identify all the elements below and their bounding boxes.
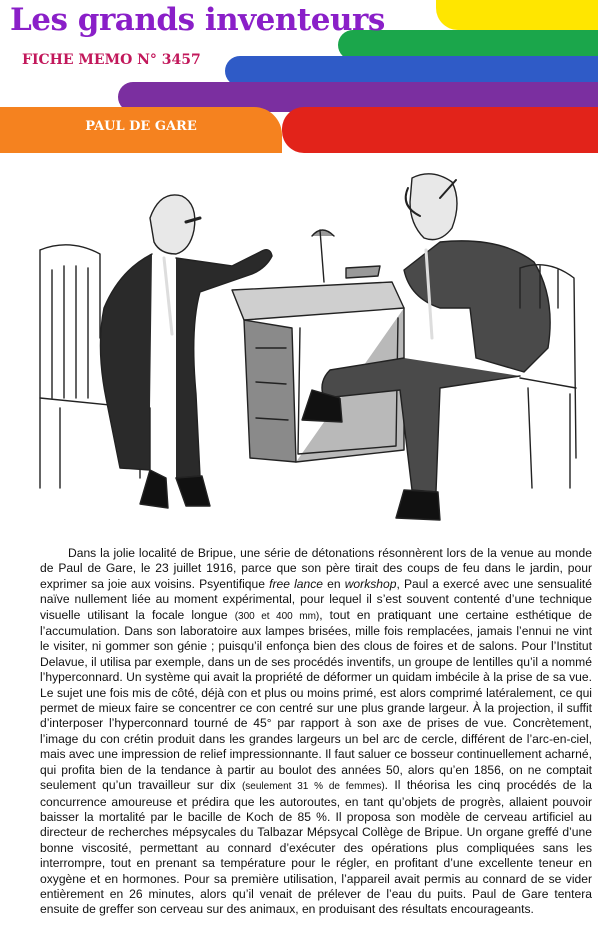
header-band-yellow bbox=[436, 0, 598, 30]
seated-man-head-in-hand-icon bbox=[302, 174, 550, 520]
small-note: (seulement 31 % de femmes) bbox=[241, 781, 385, 793]
body-text: Dans la jolie localité de Bripue, une série de détonations résonnèrent lors de la venue au monde de Paul de Gare, le 23 juillet 1916, parce que son père tirait des coups de feu dans le jardin, pour exprimer sa joie aux voisins. Psyentifique bbox=[40, 546, 592, 591]
emphasis-text: free lance bbox=[269, 576, 323, 591]
inventor-name: PAUL DE GARE bbox=[85, 119, 197, 134]
biography-text bbox=[40, 546, 592, 918]
small-note: (300 et 400 mm) bbox=[234, 610, 320, 622]
body-text: . Il théorisa les cinq procédés de la concurrence amoureuse et prédira que les autoroutes, en tant qu’objets de progrès, allaient pouvoir baisser la mortalité par le bacille de Koch de 85 %. Il proposa son modèle de cerveau artificiel au directeur de recherches mépsycales du Talbazar Mépsycal Collège de Bripue. Un organe greffé d’une bonne viscosité, permettant au connard d’exécuter des opérations plus compliquées sans les interrompre, tout en prenant sa température pour le régler, en profitant d’une excellente teneur en oxygène et en hormones. Pour sa première utilisation, l’appareil avait permis au connard de se vider entièrement en 26 minutes, alors qu’il venait de prélever de l’eau du puits. Paul de Gare tentera ensuite de greffer son cerveau sur des animaux, en produisant des résultats encourageants. bbox=[40, 778, 592, 917]
body-text: , Paul a exercé avec une sensualité naïve nullement liée au moment expérimental, pour lequel il s’est souvent contenté d’une technique visuelle utilisant la focale longue bbox=[40, 576, 592, 622]
emphasis-text: workshop bbox=[344, 576, 397, 591]
header-band-red bbox=[282, 107, 598, 153]
page-title: Les grands inventeurs bbox=[10, 2, 385, 38]
body-text: en bbox=[323, 576, 345, 591]
illustration bbox=[0, 158, 598, 540]
body-text: , tout en pratiquant une certaine esthétique de l’accumulation. Dans son laboratoire aux lampes brisées, mille fois remplacées, jamais l’ennui ne vint le visiter, ni gommer son génie ; puisqu’il enfonça bien des clous de foires et de salons. Pour l’Institut Delavue, il utilisa par exemple, dans un de ses procédés inventifs, un groupe de lentilles qu’il a nommé l’hyperconnard. Un système qui avait la propriété de déformer un quidam imbécile à la prise de sa vue. Le sujet une fois mis de côté, déjà con et plus ou moins primé, est alors comprimé latéralement, ce qui permet de mieux faire se concentrer ce con centré sur une plus grande largeur. À la projection, il suffit d’interposer l’hyperconnard tourné de 45° par rapport à son axe de prises de vue. Concrètement, l’image du con crétin produit dans les grandes largeurs un bel arc de cercle, différent de l’arc-en-ciel, mais avec une impression de relief impressionnante. Il faut saluer ce bosseur continuellement acharné, qui profita bien de la tendance à partir au boulot des années 50, alors qu’en 1856, on ne comptait seulement qu’un travailleur sur dix bbox=[40, 607, 592, 793]
memo-number: FICHE MEMO N° 3457 bbox=[22, 52, 201, 68]
